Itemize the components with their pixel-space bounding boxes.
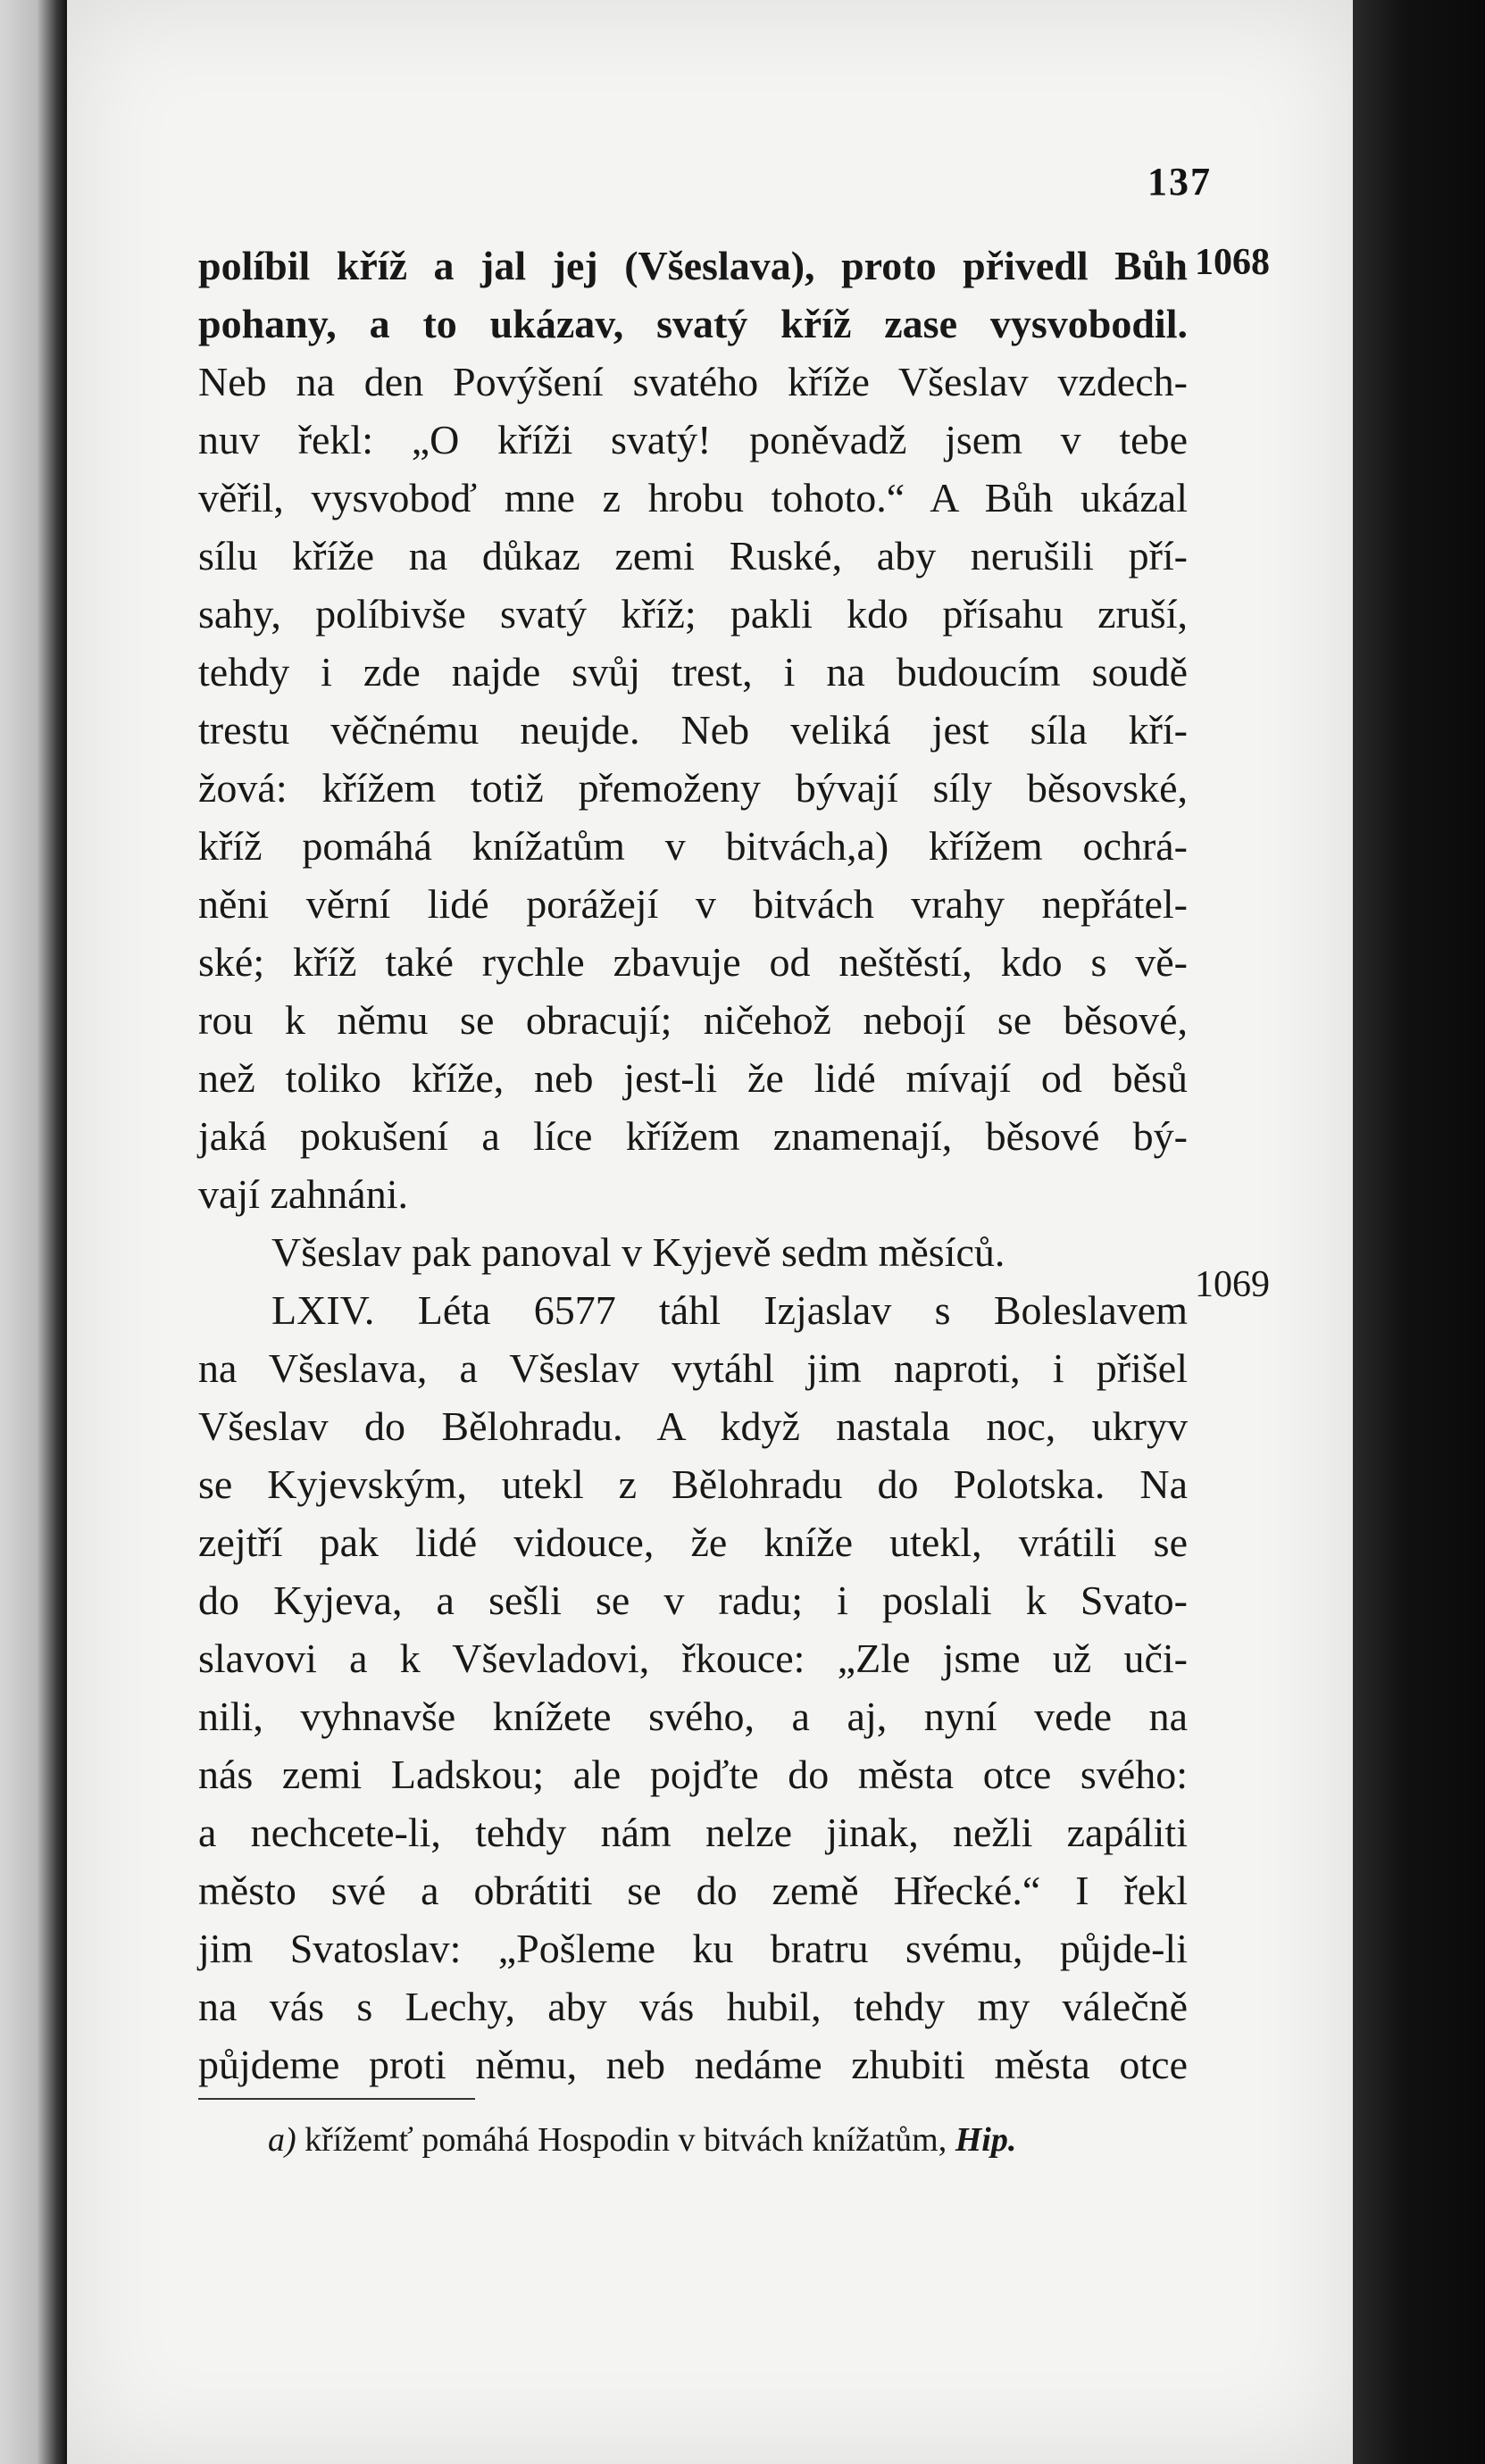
text-line: na vás s Lechy, aby vás hubil, tehdy my válečně [198,1984,1188,2029]
text-line: jim Svatoslav: „Pošleme ku bratru svému, půjde-li [198,1926,1188,1971]
text-line: rou k němu se obracují; ničehož nebojí se běsové, [198,997,1188,1043]
text-line: do Kyjeva, a sešli se v radu; i poslali k Svato- [198,1577,1188,1623]
book-edge-right [1351,0,1485,2464]
margin-year-1069: 1069 [1195,1264,1270,1305]
text-line: půjdeme proti němu, neb nedáme zhubiti města otce [198,2042,1188,2087]
text-line: jaká pokušení a líce křížem znamenají, běsové bý- [198,1113,1188,1159]
footnote [268,2120,1188,2160]
footnote-source: Hip. [955,2121,1017,2159]
text-line: věřil, vysvoboď mne z hrobu tohoto.“ A Bůh ukázal [198,475,1188,520]
text-line: se Kyjevským, utekl z Bělohradu do Polotska. Na [198,1461,1188,1507]
text-line: políbil kříž a jal jej (Všeslava), proto přivedl Bůh [198,243,1188,288]
text-line: a nechcete-li, tehdy nám nelze jinak, nežli zapáliti [198,1810,1188,1855]
book-edge-left [0,0,67,2464]
text-line: žová: křížem totiž přemoženy bývají síly běsovské, [198,765,1188,811]
text-line: zejtří pak lidé vidouce, že kníže utekl, vrátili se [198,1519,1188,1565]
text-line: nuv řekl: „O kříži svatý! poněvadž jsem v tebe [198,417,1188,462]
text-line: sahy, políbivše svatý kříž; pakli kdo přísahu zruší, [198,591,1188,637]
text-line: něni věrní lidé porážejí v bitvách vrahy nepřátel- [198,881,1188,927]
text-line: LXIV. Léta 6577 táhl Izjaslav s Boleslavem [271,1287,1188,1333]
page-number: 137 [1147,160,1212,204]
text-line: vají zahnáni. [198,1171,409,1217]
text-line: slavovi a k Vševladovi, řkouce: „Zle jsme už uči- [198,1636,1188,1681]
text-line: město své a obrátiti se do země Hřecké.“ I řekl [198,1868,1188,1913]
text-line: pohany, a to ukázav, svatý kříž zase vysvobodil. [198,301,1188,346]
text-line: sílu kříže na důkaz zemi Ruské, aby nerušili pří- [198,533,1188,579]
margin-year-1068: 1068 [1195,242,1270,283]
footnote-mark: a) [268,2121,296,2159]
text-line: než toliko kříže, neb jest-li že lidé mívají od běsů [198,1055,1188,1101]
text-line: Všeslav pak panoval v Kyjevě sedm měsíců. [271,1229,1005,1275]
footnote-divider [198,2098,475,2100]
footnote-text: křížemť pomáhá Hospodin v bitvách knížatům, [296,2121,955,2159]
text-line: trestu věčnému neujde. Neb veliká jest síla kří- [198,707,1188,753]
text-line: na Všeslava, a Všeslav vytáhl jim naproti, i přišel [198,1345,1188,1391]
text-line: Neb na den Povýšení svatého kříže Všeslav vzdech- [198,359,1188,404]
text-line: kříž pomáhá knížatům v bitvách,a) křížem ochrá- [198,823,1188,869]
main-text-column [198,237,1188,2094]
text-line: tehdy i zde najde svůj trest, i na budoucím soudě [198,649,1188,695]
text-line: ské; kříž také rychle zbavuje od neštěstí, kdo s vě- [198,939,1188,985]
text-line: Všeslav do Bělohradu. A když nastala noc, ukryv [198,1403,1188,1449]
text-line: nás zemi Ladskou; ale pojďte do města otce svého: [198,1752,1188,1797]
text-line: nili, vyhnavše knížete svého, a aj, nyní vede na [198,1694,1188,1739]
